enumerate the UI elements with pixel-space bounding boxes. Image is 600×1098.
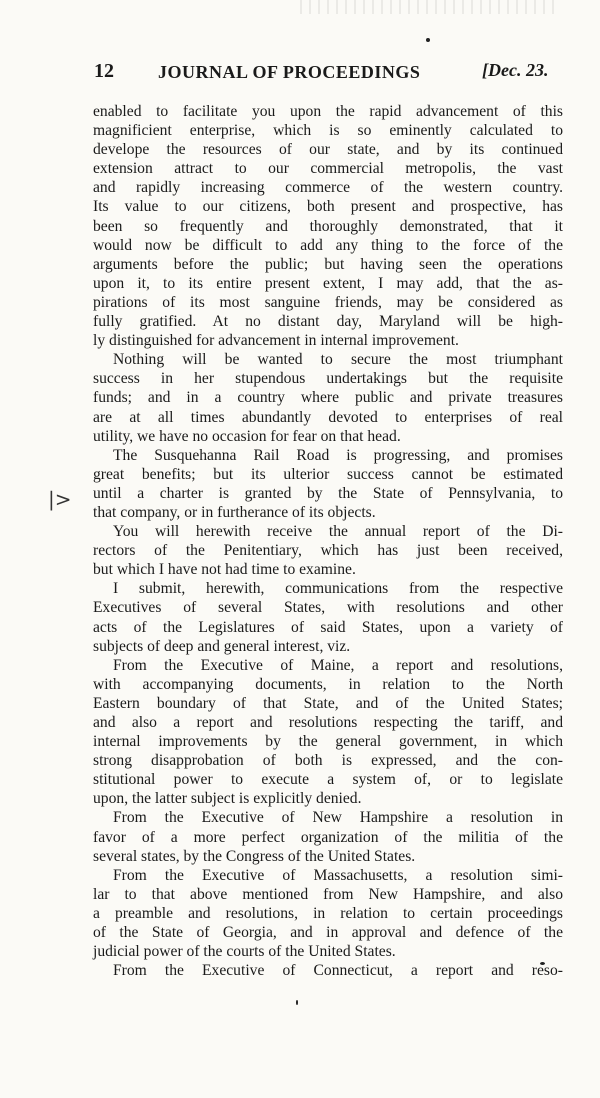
text-line: Its value to our citizens, both present and prospective, has bbox=[93, 198, 563, 216]
text-line: with accompanying documents, in relation to the North bbox=[93, 675, 563, 693]
page-number: 12 bbox=[94, 60, 114, 82]
text-line: Executives of several States, with resolutions and other bbox=[93, 599, 563, 617]
text-line: judicial power of the courts of the United States. bbox=[93, 943, 396, 961]
text-line: fully gratified. At no distant day, Maryland will be high- bbox=[93, 313, 563, 331]
text-line: Eastern boundary of that State, and of the United States; bbox=[93, 694, 563, 712]
running-title: JOURNAL OF PROCEEDINGS bbox=[158, 62, 421, 82]
text-line: lar to that above mentioned from New Hampshire, and also bbox=[93, 885, 563, 903]
text-line: subjects of deep and general interest, viz. bbox=[93, 637, 351, 655]
text-line: enabled to facilitate you upon the rapid advancement of this bbox=[93, 103, 563, 120]
text-line: strong disapprobation of both is expressed, and the con- bbox=[93, 752, 563, 770]
text-line: extension attract to our commercial metropolis, the vast bbox=[93, 160, 563, 178]
text-line: great benefits; but its ulterior success cannot be estimated bbox=[93, 465, 563, 483]
text-line: several states, by the Congress of the United States. bbox=[93, 847, 416, 865]
paragraph-start: You will herewith receive the annual report of the Di- bbox=[113, 523, 563, 541]
text-line: of the State of Georgia, and in approval and defence of the bbox=[93, 924, 563, 942]
text-line: success in her stupendous undertakings but the requisite bbox=[93, 370, 563, 388]
margin-annotation: |> bbox=[48, 487, 72, 511]
paragraph-start: From the Executive of New Hampshire a resolution in bbox=[113, 809, 563, 827]
text-line: stitutional power to execute a system of, or to legislate bbox=[93, 771, 563, 789]
paragraph-start: From the Executive of Connecticut, a report and reso- bbox=[113, 962, 563, 980]
header-date: [Dec. 23. bbox=[482, 60, 549, 80]
paragraph-start: Nothing will be wanted to secure the most triumphant bbox=[113, 351, 563, 369]
text-line: been so frequently and thoroughly demonstrated, that it bbox=[93, 217, 563, 235]
text-line: and rapidly increasing commerce of the western country. bbox=[93, 179, 563, 197]
body-text bbox=[93, 102, 563, 980]
paragraph-start: From the Executive of Massachusetts, a resolution simi- bbox=[113, 866, 563, 884]
paragraph-start: The Susquehanna Rail Road is progressing, and promises bbox=[113, 446, 563, 464]
paragraph-start: I submit, herewith, communications from the respective bbox=[113, 580, 563, 598]
text-line: pirations of its most sanguine friends, may be considered as bbox=[93, 293, 563, 311]
text-line: arguments before the public; but having seen the operations bbox=[93, 255, 563, 273]
ink-speck bbox=[426, 38, 430, 42]
print-smudge bbox=[300, 0, 560, 14]
text-line: magnificient enterprise, which is so eminently calculated to bbox=[93, 122, 563, 140]
text-line: funds; and in a country where public and private treasures bbox=[93, 389, 563, 407]
text-line: would now be difficult to add any thing to the force of the bbox=[93, 236, 563, 254]
text-line: a preamble and resolutions, in relation to certain proceedings bbox=[93, 904, 563, 922]
text-line: and also a report and resolutions respecting the tariff, and bbox=[93, 714, 563, 731]
text-line: upon, the latter subject is explicitly denied. bbox=[93, 790, 362, 808]
text-line: rectors of the Penitentiary, which has just been received, bbox=[93, 542, 563, 560]
text-line: favor of a more perfect organization of the militia of the bbox=[93, 828, 563, 846]
text-line: that company, or in furtherance of its objects. bbox=[93, 503, 376, 521]
text-line: upon it, to its entire present extent, I may add, that the as- bbox=[93, 274, 563, 292]
text-line: internal improvements by the general government, in which bbox=[93, 733, 563, 751]
ink-speck bbox=[296, 1000, 298, 1005]
text-line: acts of the Legislatures of said States, upon a variety of bbox=[93, 618, 563, 636]
text-line: develope the resources of our state, and by its continued bbox=[93, 141, 563, 159]
text-line: but which I have not had time to examine. bbox=[93, 561, 356, 579]
text-line: are at all times abundantly devoted to enterprises of real bbox=[93, 408, 563, 426]
text-line: ly distinguished for advancement in internal improvement. bbox=[93, 332, 459, 350]
paragraph-start: From the Executive of Maine, a report and resolutions, bbox=[113, 656, 563, 674]
page-header bbox=[94, 60, 564, 86]
text-line: utility, we have no occasion for fear on that head. bbox=[93, 427, 401, 445]
text-line: until a charter is granted by the State of Pennsylvania, to bbox=[93, 484, 563, 502]
